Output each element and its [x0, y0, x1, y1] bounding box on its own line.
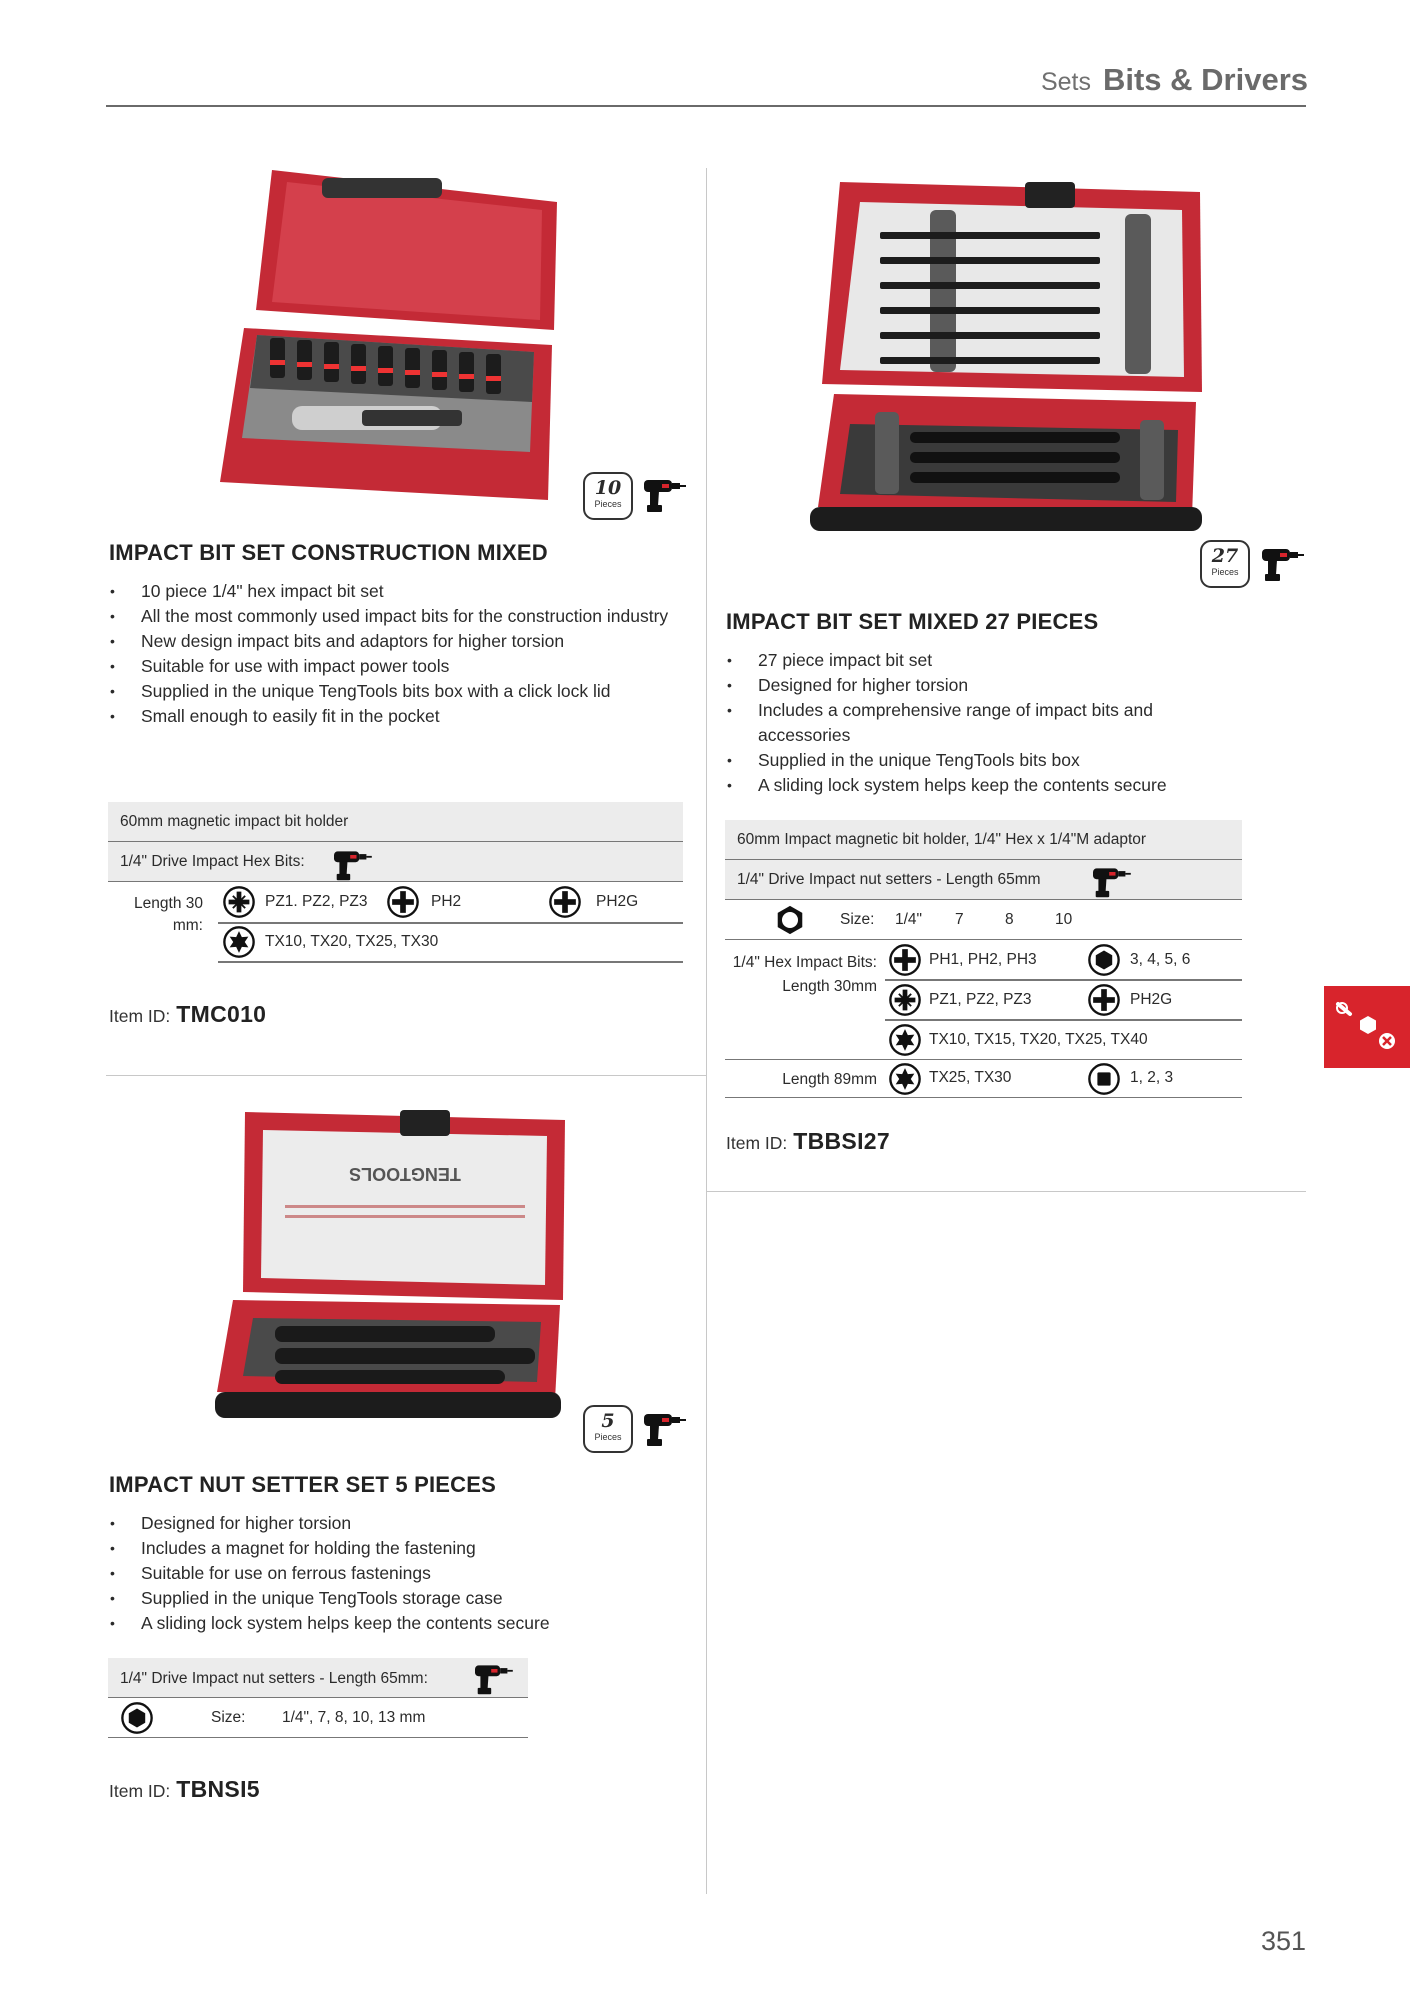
bit-text: 1, 2, 3	[1130, 1069, 1174, 1086]
hex-icon	[120, 1701, 154, 1735]
row-rule	[218, 922, 683, 924]
torx-icon	[222, 925, 256, 959]
spec-row	[725, 860, 1242, 900]
bit-text: PZ1. PZ2, PZ3	[265, 893, 368, 910]
pieces-badge	[583, 472, 633, 520]
hex-icon	[1087, 943, 1121, 977]
feature-item: • Designed for higher torsion	[725, 673, 1245, 698]
pieces-label: Pieces	[1211, 567, 1239, 577]
feature-item: • Designed for higher torsion	[108, 1511, 698, 1536]
item-id	[109, 1776, 260, 1803]
feature-item: • Supplied in the unique TengTools storage case	[108, 1586, 698, 1611]
size-value: 8	[1005, 911, 1014, 928]
header-category: Bits & Drivers	[1102, 62, 1308, 97]
spec-row-length89	[725, 1060, 1242, 1098]
row-rule	[885, 979, 1242, 981]
nut-icon	[773, 903, 807, 937]
row-rule	[885, 1019, 1242, 1021]
spec-hex-block	[725, 940, 1242, 1060]
pozidriv-icon	[222, 885, 256, 919]
feature-item: • Supplied in the unique TengTools bits box with a click lock lid	[108, 679, 698, 704]
header-section: Sets	[1040, 68, 1091, 96]
item-id-value: TBBSI27	[793, 1128, 890, 1154]
feature-item: • New design impact bits and adaptors for higher torsion	[108, 629, 698, 654]
spec-row	[108, 842, 683, 882]
svg-text:TENGTOOLS: TENGTOOLS	[349, 1164, 461, 1184]
bit-text: PZ1, PZ2, PZ3	[929, 991, 1032, 1008]
section-divider-left	[106, 1075, 706, 1076]
header-rule	[106, 105, 1306, 107]
bit-text: TX10, TX15, TX20, TX25, TX40	[929, 1031, 1148, 1048]
row-rule	[218, 961, 683, 963]
bit-text: PH2G	[596, 893, 639, 910]
length-label: Length 30 mm:	[134, 895, 203, 934]
phillips-icon	[1087, 983, 1121, 1017]
feature-list	[725, 648, 1245, 798]
feature-item: • Includes a magnet for holding the fastening	[108, 1536, 698, 1561]
size-value: 1/4", 7, 8, 10, 13 mm	[282, 1709, 426, 1726]
item-id	[109, 1001, 266, 1028]
bit-text: 3, 4, 5, 6	[1130, 951, 1191, 968]
product-title: IMPACT BIT SET MIXED 27 PIECES	[726, 609, 1099, 634]
bit-text: TX10, TX20, TX25, TX30	[265, 933, 439, 950]
page-header	[1041, 62, 1308, 98]
spec-text: 1/4" Drive Impact nut setters - Length 65mm	[737, 871, 1041, 888]
bit-text: TX25, TX30	[929, 1069, 1012, 1086]
section-divider-right	[706, 1191, 1306, 1192]
category-side-tab	[1324, 986, 1410, 1068]
feature-item: • 27 piece impact bit set	[725, 648, 1245, 673]
phillips-icon	[548, 885, 582, 919]
pieces-count: 27	[1211, 545, 1239, 567]
feature-item: • Suitable for use on ferrous fastenings	[108, 1561, 698, 1586]
bits-drivers-icon	[1324, 986, 1410, 1068]
impact-drill-icon	[1091, 863, 1131, 899]
product-image-tbbsi27	[810, 162, 1210, 542]
item-id	[726, 1128, 890, 1155]
pieces-count: 10	[594, 477, 622, 499]
feature-item: • Small enough to easily fit in the pocket	[108, 704, 698, 729]
pieces-badge	[583, 1405, 633, 1453]
bit-text: PH2	[431, 893, 462, 910]
product-image-tmc010	[212, 160, 572, 510]
feature-item: • 10 piece 1/4" hex impact bit set	[108, 579, 698, 604]
impact-drill-icon	[332, 846, 372, 882]
pieces-count: 5	[601, 1410, 615, 1432]
size-label: Size:	[840, 911, 875, 928]
feature-item: • All the most commonly used impact bits for the construction industry	[108, 604, 698, 629]
spec-bits-block	[108, 882, 683, 962]
impact-drill-icon	[1260, 543, 1304, 583]
spec-text: 1/4" Drive Impact nut setters - Length 65mm:	[120, 1670, 428, 1687]
phillips-icon	[888, 943, 922, 977]
spec-row-sizes	[725, 900, 1242, 940]
phillips-icon	[386, 885, 420, 919]
item-id-value: TMC010	[176, 1001, 267, 1027]
bit-text: PH1, PH2, PH3	[929, 951, 1037, 968]
spec-table	[725, 820, 1242, 1098]
feature-item: • Suitable for use with impact power tools	[108, 654, 698, 679]
spec-row-sizes	[108, 1698, 528, 1738]
product-title: IMPACT BIT SET CONSTRUCTION MIXED	[109, 540, 548, 565]
spec-text: 60mm Impact magnetic bit holder, 1/4" Hex x 1/4"M adaptor	[737, 831, 1147, 848]
pieces-label: Pieces	[594, 499, 622, 509]
product-title: IMPACT NUT SETTER SET 5 PIECES	[109, 1472, 496, 1497]
impact-drill-icon	[642, 474, 686, 514]
spec-text: 60mm magnetic impact bit holder	[120, 813, 349, 830]
size-value: 1/4"	[895, 911, 923, 928]
bit-text: PH2G	[1130, 991, 1173, 1008]
feature-item: • A sliding lock system helps keep the contents secure	[108, 1611, 698, 1636]
column-divider	[706, 168, 707, 1894]
feature-item: • A sliding lock system helps keep the contents secure	[725, 773, 1245, 798]
product-image-tbnsi5	[215, 1100, 575, 1430]
impact-drill-icon	[473, 1660, 513, 1696]
spec-table	[108, 802, 683, 962]
pozidriv-icon	[888, 983, 922, 1017]
spec-text: 1/4" Drive Impact Hex Bits:	[120, 853, 305, 870]
pieces-label: Pieces	[594, 1432, 622, 1442]
impact-drill-icon	[642, 1408, 686, 1448]
item-id-value: TBNSI5	[176, 1776, 260, 1802]
hex-bits-label: 1/4" Hex Impact Bits: Length 30mm	[732, 954, 877, 995]
feature-list	[108, 579, 698, 729]
size-value: 10	[1055, 911, 1073, 928]
item-id-label: Item ID:	[726, 1133, 788, 1153]
pieces-badge	[1200, 540, 1250, 588]
item-id-label: Item ID:	[109, 1781, 171, 1801]
size-label: Size:	[211, 1709, 246, 1726]
feature-item: • Supplied in the unique TengTools bits box	[725, 748, 1245, 773]
feature-item: • Includes a comprehensive range of impact bits and accessories	[725, 698, 1245, 748]
torx-icon	[888, 1023, 922, 1057]
spec-row	[725, 820, 1242, 860]
feature-list	[108, 1511, 698, 1636]
length89-label: Length 89mm	[782, 1071, 877, 1088]
torx-icon	[888, 1062, 922, 1096]
page-number: 351	[1260, 1926, 1306, 1956]
item-id-label: Item ID:	[109, 1006, 171, 1026]
spec-row	[108, 802, 683, 842]
square-icon	[1087, 1062, 1121, 1096]
size-value: 7	[955, 911, 964, 928]
spec-table	[108, 1658, 528, 1738]
spec-row	[108, 1658, 528, 1698]
